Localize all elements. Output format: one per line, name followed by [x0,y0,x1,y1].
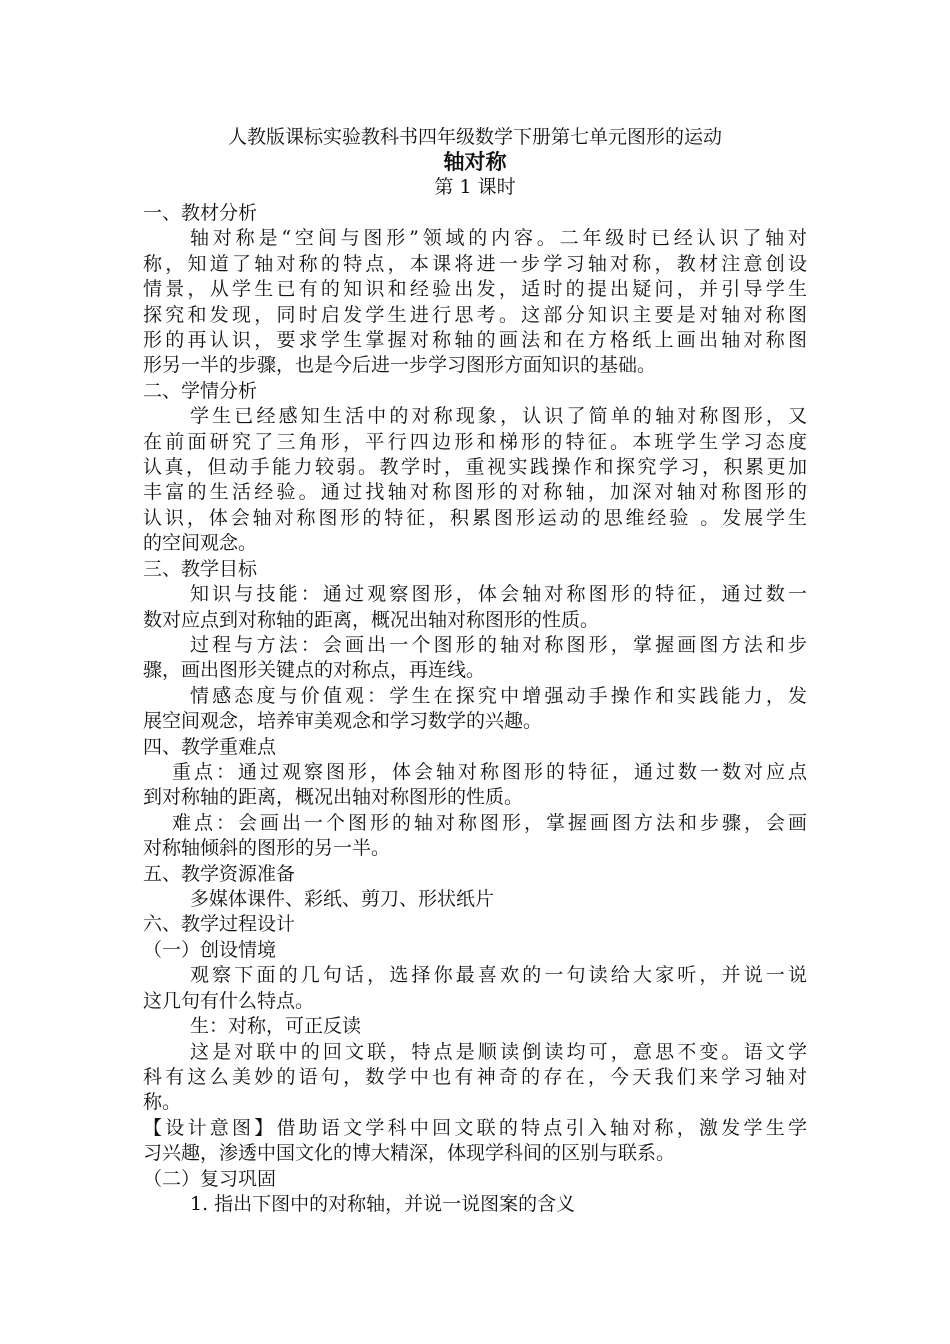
paragraph-line: 认真，但动手能力较弱。教学时，重视实践操作和探究学习，积累更加 [143,456,807,478]
paragraph-line: 展空间观念，培养审美观念和学习数学的兴趣。 [143,710,543,732]
paragraph-line: 到对称轴的距离，概况出轴对称图形的性质。 [143,786,524,808]
paragraph-line: 难点：会画出一个图形的轴对称图形，掌握画图方法和步骤，会画 [172,812,807,834]
paragraph-line: 认识，体会轴对称图形的特征，积累图形运动的思维经验 。发展学生 [143,507,807,529]
paragraph-line: 对称轴倾斜的图形的另一半。 [143,837,391,859]
paragraph-line: 这是对联中的回文联，特点是顺读倒读均可，意思不变。语文学 [190,1041,807,1063]
subsection-heading: （一）创设情境 [143,939,277,961]
paragraph-line: 丰富的生活经验。通过找轴对称图形的对称轴，加深对轴对称图形的 [143,481,807,503]
paragraph-line: 观察下面的几句话，选择你最喜欢的一句读给大家听，并说一说 [190,964,807,986]
paragraph-line: 在前面研究了三角形，平行四边形和梯形的特征。本班学生学习态度 [143,431,807,453]
section-heading: 五、教学资源准备 [143,863,296,885]
paragraph-line: 学生已经感知生活中的对称现象，认识了简单的轴对称图形，又 [190,405,807,427]
paragraph-line: 称。 [143,1091,182,1113]
paragraph-line: 情景，从学生已有的知识和经验出发，适时的提出疑问，并引导学生 [143,278,807,300]
paragraph-line: 形的再认识，要求学生掌握对称轴的画法和在方格纸上画出轴对称图 [143,329,807,351]
paragraph-line: 轴对称是“空间与图形”领域的内容。二年级时已经认识了轴对 [190,227,807,249]
subsection-heading: （二）复习巩固 [143,1168,277,1190]
paragraph-line: 过程与方法：会画出一个图形的轴对称图形，掌握画图方法和步 [190,634,807,656]
design-intent-line: 【设计意图】借助语文学科中回文联的特点引入轴对称，激发学生学 [143,1117,807,1139]
numbered-item: 1. 指出下图中的对称轴，并说一说图案的含义 [190,1193,576,1215]
paragraph-line: 科有这么美妙的语句，数学中也有神奇的存在，今天我们来学习轴对 [143,1066,807,1088]
design-intent-line: 习兴趣，渗透中国文化的博大精深，体现学科间的区别与联系。 [143,1142,676,1164]
section-heading: 一、教材分析 [143,202,258,224]
paragraph-line: 数对应点到对称轴的距离，概况出轴对称图形的性质。 [143,609,600,631]
lesson-label: 第 1 课时 [434,176,516,198]
paragraph-line: 情感态度与价值观：学生在探究中增强动手操作和实践能力，发 [190,685,807,707]
document-header: 人教版课标实验教科书四年级数学下册第七单元图形的运动 [227,126,722,148]
paragraph-line: 骤，画出图形关键点的对称点，再连线。 [143,659,486,681]
section-heading: 二、学情分析 [143,380,258,402]
paragraph-line: 称，知道了轴对称的特点，本课将进一步学习轴对称，教材注意创设 [143,253,807,275]
paragraph-line: 生：对称，可正反读 [190,1015,362,1037]
paragraph-line: 多媒体课件、彩纸、剪刀、形状纸片 [190,888,495,910]
paragraph-line: 重点：通过观察图形，体会轴对称图形的特征，通过数一数对应点 [172,761,807,783]
paragraph-line: 的空间观念。 [143,532,258,554]
section-heading: 四、教学重难点 [143,736,277,758]
paragraph-line: 这几句有什么特点。 [143,990,315,1012]
paragraph-line: 形另一半的步骤，也是今后进一步学习图形方面知识的基础。 [143,354,657,376]
document-title: 轴对称 [443,149,507,174]
section-heading: 三、教学目标 [143,558,258,580]
paragraph-line: 知识与技能：通过观察图形，体会轴对称图形的特征，通过数一 [190,583,807,605]
section-heading: 六、教学过程设计 [143,913,296,935]
paragraph-line: 探究和发现，同时启发学生进行思考。这部分知识主要是对轴对称图 [143,304,807,326]
